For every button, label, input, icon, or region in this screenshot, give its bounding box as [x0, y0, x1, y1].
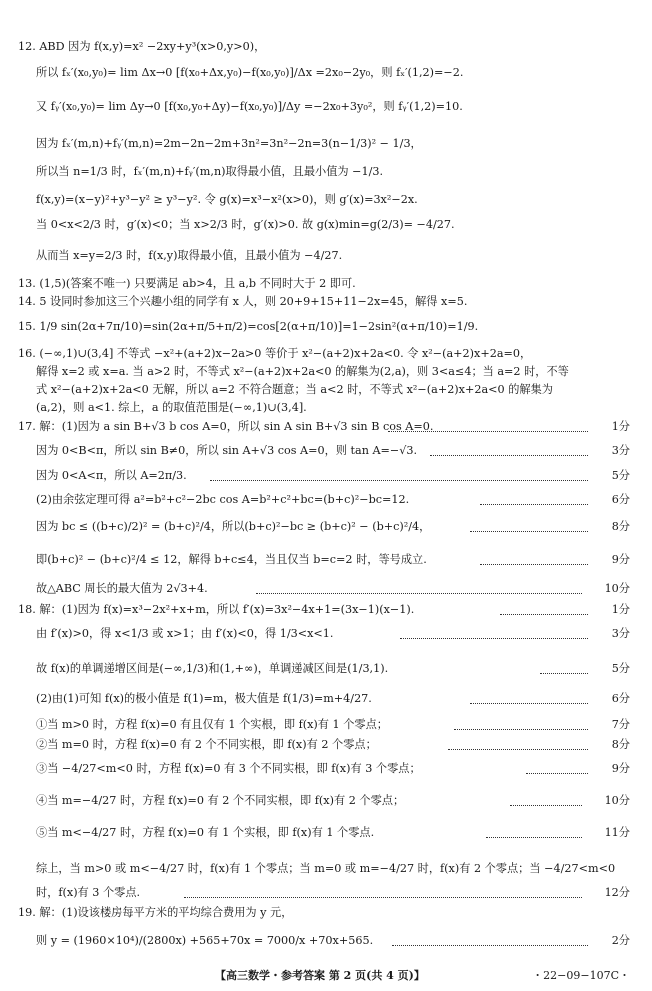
dotted-leader: [392, 945, 588, 946]
answer-18-line-5: ①当 m>0 时，方程 f(x)=0 有且仅有 1 个实根，即 f(x)有 1 个零点；: [36, 718, 388, 731]
score-label: 1分: [611, 603, 630, 616]
dotted-leader: [510, 805, 582, 806]
score-label: 8分: [611, 520, 630, 533]
score-label: 8分: [611, 738, 630, 751]
answer-19-line-1: 19. 解：(1)设该楼房每平方米的平均综合费用为 y 元，: [18, 906, 293, 919]
answer-16-line-3: 式 x²−(a+2)x+2a<0 无解，所以 a=2 不符合题意；当 a<2 时，不等式 x²−(a+2)x+2a<0 的解集为: [36, 383, 553, 396]
score-label: 10分: [604, 582, 630, 595]
dotted-leader: [210, 480, 588, 481]
score-label: 11分: [604, 826, 630, 839]
dotted-leader: [470, 531, 588, 532]
answer-16-line-2: 解得 x=2 或 x=a. 当 a>2 时，不等式 x²−(a+2)x+2a<0 的解集为(2,a)，则 3<a≤4；当 a=2 时，不等: [36, 365, 569, 378]
answer-18-line-4: (2)由(1)可知 f(x)的极小值是 f(1)=m，极大值是 f(1/3)=m+4/27.: [36, 692, 372, 705]
score-label: 6分: [611, 493, 630, 506]
dotted-leader: [388, 431, 588, 432]
answer-15: 15. 1/9 sin(2α+7π/10)=sin(2α+π/5+π/2)=cos[2(α+π/10)]=1−2sin²(α+π/10)=1/9.: [18, 320, 479, 333]
answer-12-line-7: 当 0<x<2/3 时，g′(x)<0；当 x>2/3 时，g′(x)>0. 故 g(x)min=g(2/3)= −4/27.: [36, 218, 455, 231]
answer-12-line-4: 因为 fₓ′(m,n)+fᵧ′(m,n)=2m−2n−2m+3n²=3n²−2n=3(n−1/3)² − 1/3，: [36, 137, 422, 150]
answer-17-line-3: 因为 0<A<π，所以 A=2π/3.: [36, 469, 187, 482]
dotted-leader: [256, 593, 582, 594]
answer-17-line-2: 因为 0<B<π，所以 sin B≠0，所以 sin A+√3 cos A=0，则 tan A=−√3.: [36, 444, 418, 457]
answer-18-line-2: 由 f′(x)>0，得 x<1/3 或 x>1；由 f′(x)<0，得 1/3<x<1.: [36, 627, 334, 640]
score-label: 9分: [611, 762, 630, 775]
dotted-leader: [470, 703, 588, 704]
score-label: 1分: [611, 420, 630, 433]
score-label: 5分: [611, 469, 630, 482]
dotted-leader: [480, 564, 588, 565]
dotted-leader: [184, 897, 582, 898]
answer-18-line-11: 时，f(x)有 3 个零点.: [36, 886, 141, 899]
answer-17-line-6: 即(b+c)² − (b+c)²/4 ≤ 12，解得 b+c≤4，当且仅当 b=c=2 时，等号成立.: [36, 553, 427, 566]
answer-12-line-6: f(x,y)=(x−y)²+y³−y² ≥ y³−y². 令 g(x)=x³−x²(x>0)，则 g′(x)=3x²−2x.: [36, 193, 418, 206]
answer-12-line-5: 所以当 n=1/3 时，fₓ′(m,n)+fᵧ′(m,n)取得最小值，且最小值为 −1/3.: [36, 165, 384, 178]
score-label: 7分: [611, 718, 630, 731]
footer-code: ・22−09−107C・: [532, 969, 630, 982]
score-label: 6分: [611, 692, 630, 705]
dotted-leader: [448, 749, 588, 750]
answer-19-line-2: 则 y = (1960×10⁴)/(2800x) +565+70x = 7000/x +70x+565.: [36, 934, 374, 947]
answer-13: 13. (1,5)(答案不唯一) 只要满足 ab>4，且 a,b 不同时大于 2 即可.: [18, 277, 356, 290]
answer-16-line-1: 16. (−∞,1)∪(3,4] 不等式 −x²+(a+2)x−2a>0 等价于 x²−(a+2)x+2a<0. 令 x²−(a+2)x+2a=0，: [18, 347, 532, 360]
answer-12-line-3: 又 fᵧ′(x₀,y₀)= lim Δy→0 [f(x₀,y₀+Δy)−f(x₀,y₀)]/Δy =−2x₀+3y₀²，则 fᵧ′(1,2)=10.: [36, 100, 463, 113]
dotted-leader: [400, 638, 588, 639]
dotted-leader: [480, 504, 588, 505]
answer-18-line-8: ④当 m=−4/27 时，方程 f(x)=0 有 2 个不同实根，即 f(x)有 2 个零点；: [36, 794, 405, 807]
answer-18-line-6: ②当 m=0 时，方程 f(x)=0 有 2 个不同实根，即 f(x)有 2 个零点；: [36, 738, 377, 751]
answer-12-line-8: 从而当 x=y=2/3 时，f(x,y)取得最小值，且最小值为 −4/27.: [36, 249, 343, 262]
answer-18-line-3: 故 f(x)的单调递增区间是(−∞,1/3)和(1,+∞)，单调递减区间是(1/3,1).: [36, 662, 389, 675]
answer-17-line-5: 因为 bc ≤ ((b+c)/2)² = (b+c)²/4，所以(b+c)²−bc ≥ (b+c)² − (b+c)²/4，: [36, 520, 431, 533]
answer-17-line-7: 故△ABC 周长的最大值为 2√3+4.: [36, 582, 208, 595]
answer-18-line-9: ⑤当 m<−4/27 时，方程 f(x)=0 有 1 个实根，即 f(x)有 1 个零点.: [36, 826, 375, 839]
score-label: 9分: [611, 553, 630, 566]
score-label: 3分: [611, 444, 630, 457]
answer-18-line-7: ③当 −4/27<m<0 时，方程 f(x)=0 有 3 个不同实根，即 f(x)有 3 个零点；: [36, 762, 421, 775]
dotted-leader: [526, 773, 588, 774]
answer-17-line-4: (2)由余弦定理可得 a²=b²+c²−2bc cos A=b²+c²+bc=(b+c)²−bc=12.: [36, 493, 410, 506]
dotted-leader: [486, 837, 582, 838]
dotted-leader: [540, 673, 588, 674]
answer-12-line-1: 12. ABD 因为 f(x,y)=x² −2xy+y³(x>0,y>0)，: [18, 40, 266, 53]
score-label: 5分: [611, 662, 630, 675]
answer-16-line-4: (a,2)，则 a<1. 综上，a 的取值范围是(−∞,1)∪(3,4].: [36, 401, 307, 414]
footer-title: 【高三数学・参考答案 第 2 页(共 4 页)】: [215, 969, 425, 982]
dotted-leader: [454, 729, 588, 730]
score-label: 12分: [604, 886, 630, 899]
answer-18-line-1: 18. 解：(1)因为 f(x)=x³−2x²+x+m，所以 f′(x)=3x²−4x+1=(3x−1)(x−1).: [18, 603, 415, 616]
score-label: 10分: [604, 794, 630, 807]
dotted-leader: [430, 455, 588, 456]
answer-17-line-1: 17. 解：(1)因为 a sin B+√3 b cos A=0，所以 sin A sin B+√3 sin B cos A=0.: [18, 420, 434, 433]
answer-14: 14. 5 设同时参加这三个兴趣小组的同学有 x 人，则 20+9+15+11−2x=45，解得 x=5.: [18, 295, 468, 308]
answer-12-line-2: 所以 fₓ′(x₀,y₀)= lim Δx→0 [f(x₀+Δx,y₀)−f(x₀,y₀)]/Δx =2x₀−2y₀，则 fₓ′(1,2)=−2.: [36, 66, 464, 79]
score-label: 3分: [611, 627, 630, 640]
score-label: 2分: [611, 934, 630, 947]
answer-18-line-10: 综上，当 m>0 或 m<−4/27 时，f(x)有 1 个零点；当 m=0 或 m=−4/27 时，f(x)有 2 个零点；当 −4/27<m<0: [36, 862, 616, 875]
dotted-leader: [500, 614, 588, 615]
